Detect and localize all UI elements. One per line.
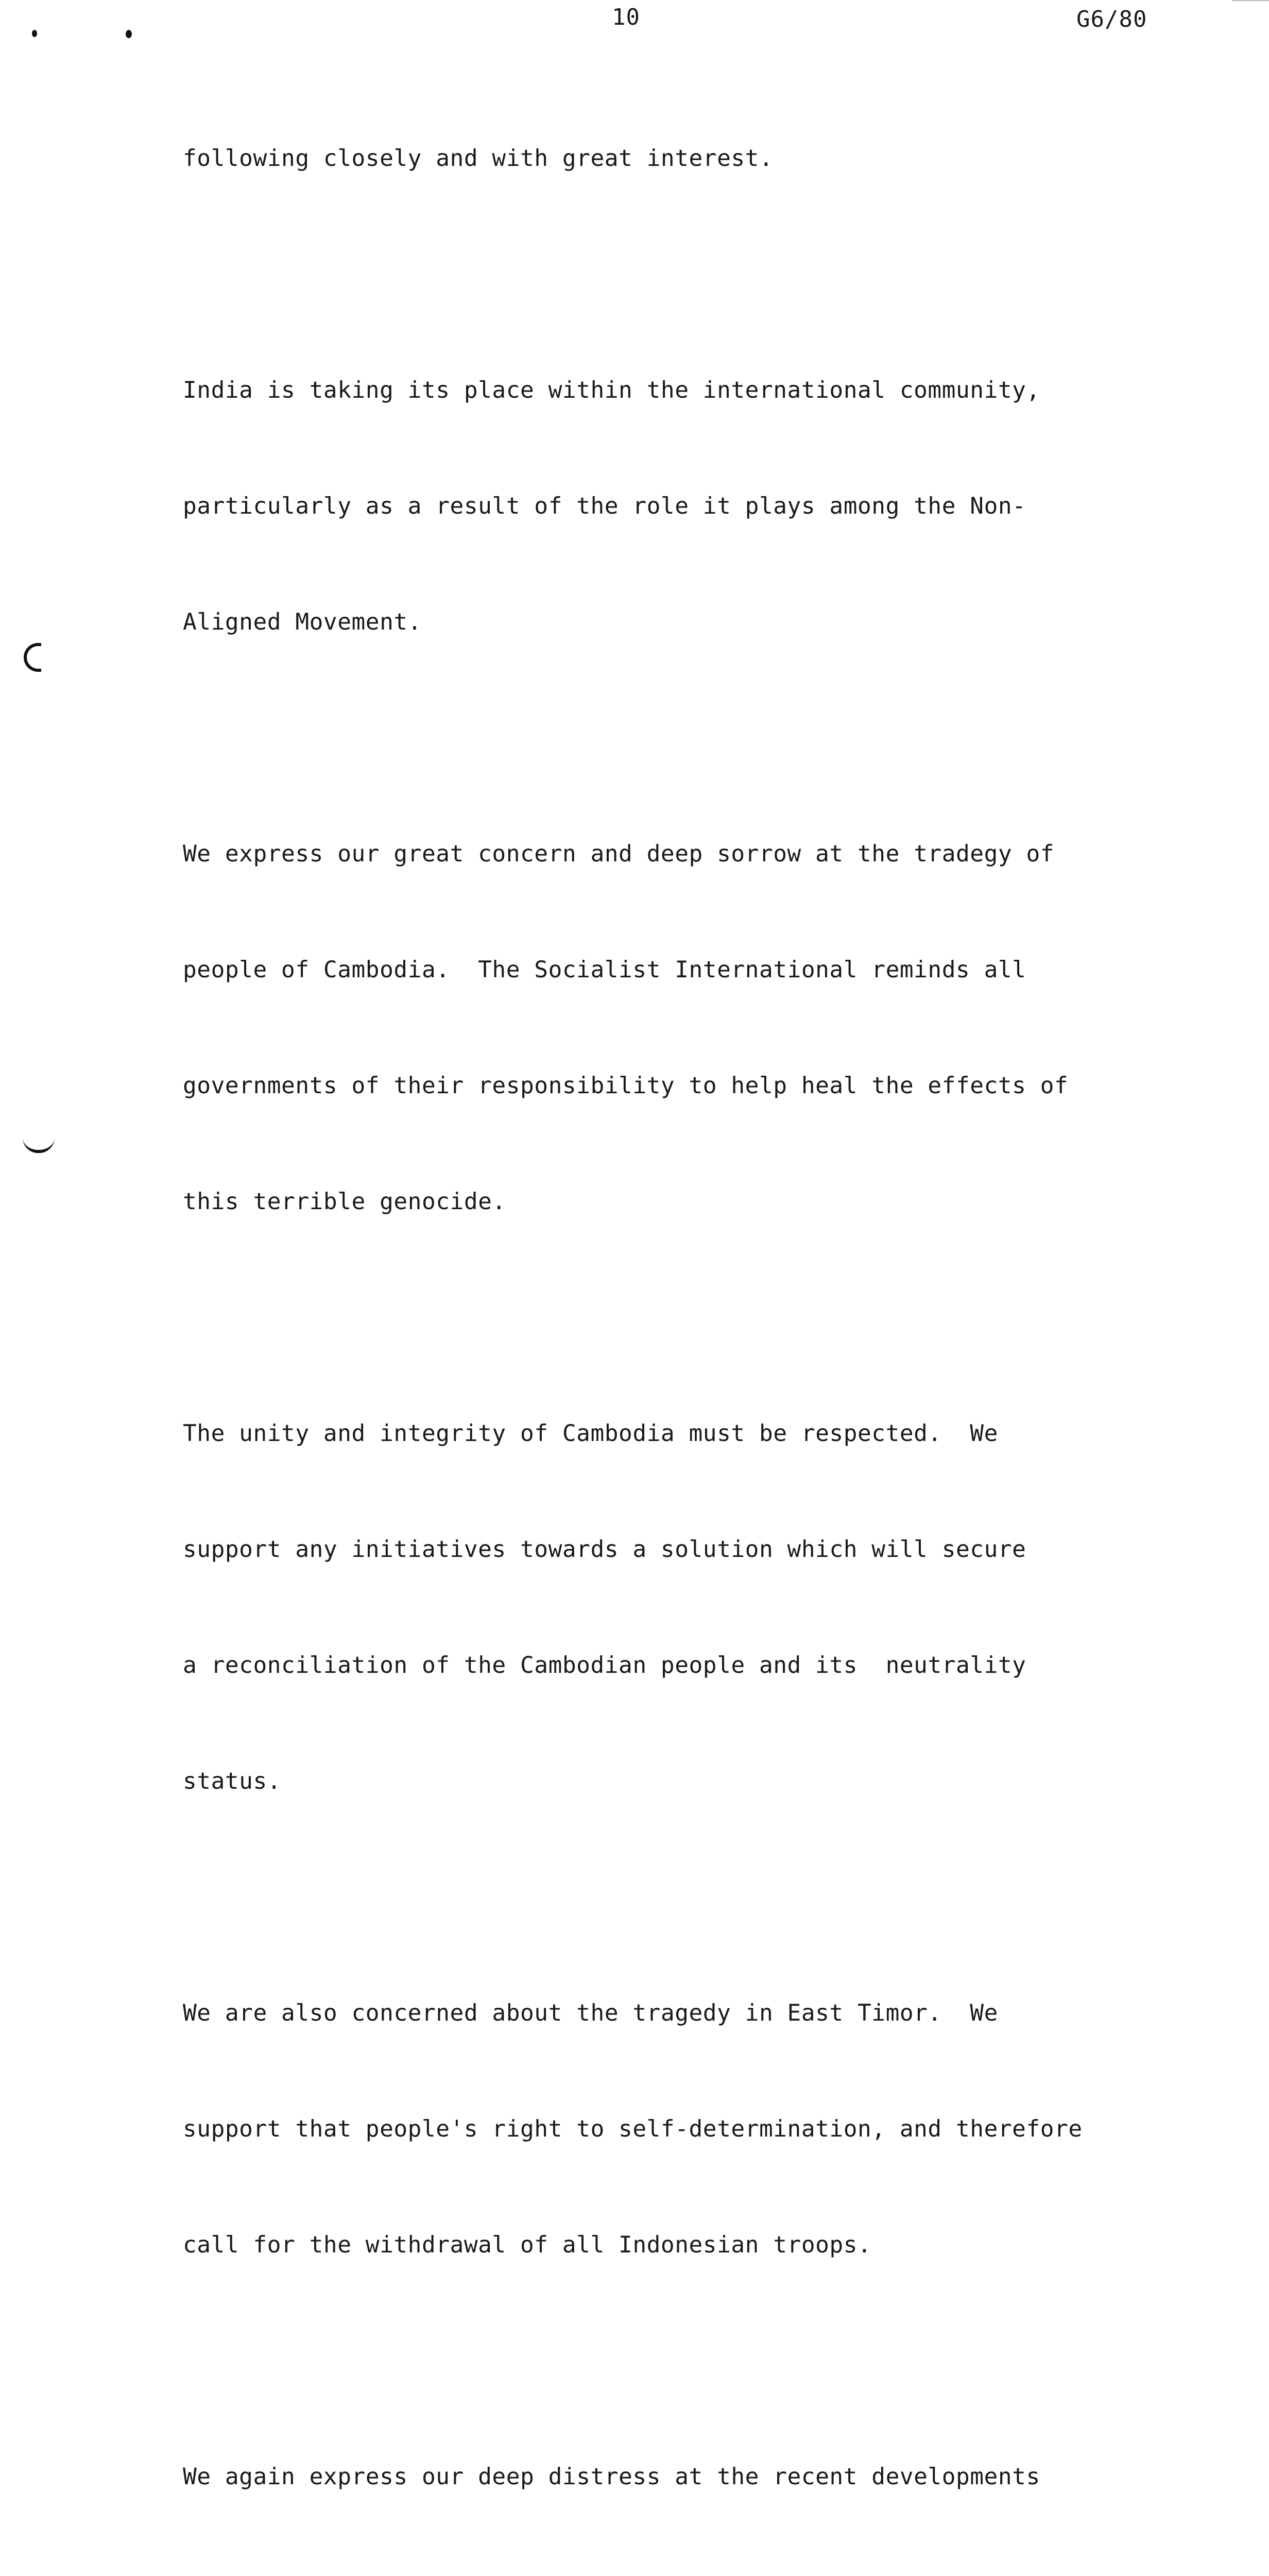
paragraph — [183, 294, 1213, 719]
text-line: governments of their responsibility to help heal the effects of — [183, 1073, 1069, 1099]
document-reference: G6/80 — [1076, 6, 1147, 32]
text-line: people of Cambodia. The Socialist International reminds all — [183, 957, 1026, 983]
margin-bracket-mark — [24, 643, 41, 672]
text-line: We are also concerned about the tragedy in East Timor. We — [183, 2000, 998, 2026]
document-body — [183, 62, 1213, 2576]
margin-dot-mark — [126, 30, 132, 38]
text-line: Aligned Movement. — [183, 609, 422, 635]
paragraph — [183, 2380, 1213, 2576]
scan-edge-mark — [1232, 0, 1269, 1]
text-line: support any initiatives towards a solution which will secure — [183, 1536, 1026, 1563]
text-line: status. — [183, 1768, 282, 1794]
text-line: following closely and with great interest. — [183, 145, 774, 172]
text-line: particularly as a result of the role it plays among the Non- — [183, 493, 1026, 519]
text-line: We again express our deep distress at the recent developments — [183, 2464, 1040, 2490]
text-line: support that people's right to self-determination, and therefore — [183, 2116, 1083, 2142]
paragraph — [183, 1337, 1213, 1878]
text-line — [183, 2573, 1213, 2576]
margin-bracket-mark — [23, 1138, 55, 1153]
paragraph — [183, 1917, 1213, 2342]
paragraph — [183, 62, 1213, 255]
page-number: 10 — [612, 4, 640, 30]
text-line: India is taking its place within the international community, — [183, 377, 1040, 403]
text-line: this terrible genocide. — [183, 1189, 506, 1215]
text-line: a reconciliation of the Cambodian people and its neutrality — [183, 1652, 1026, 1679]
margin-dot-mark — [32, 30, 37, 37]
text-line: The unity and integrity of Cambodia must be respected. We — [183, 1420, 998, 1447]
text-line: We express our great concern and deep sorrow at the tradegy of — [183, 841, 1055, 867]
paragraph — [183, 757, 1213, 1298]
text-line: call for the withdrawal of all Indonesian troops. — [183, 2232, 872, 2258]
